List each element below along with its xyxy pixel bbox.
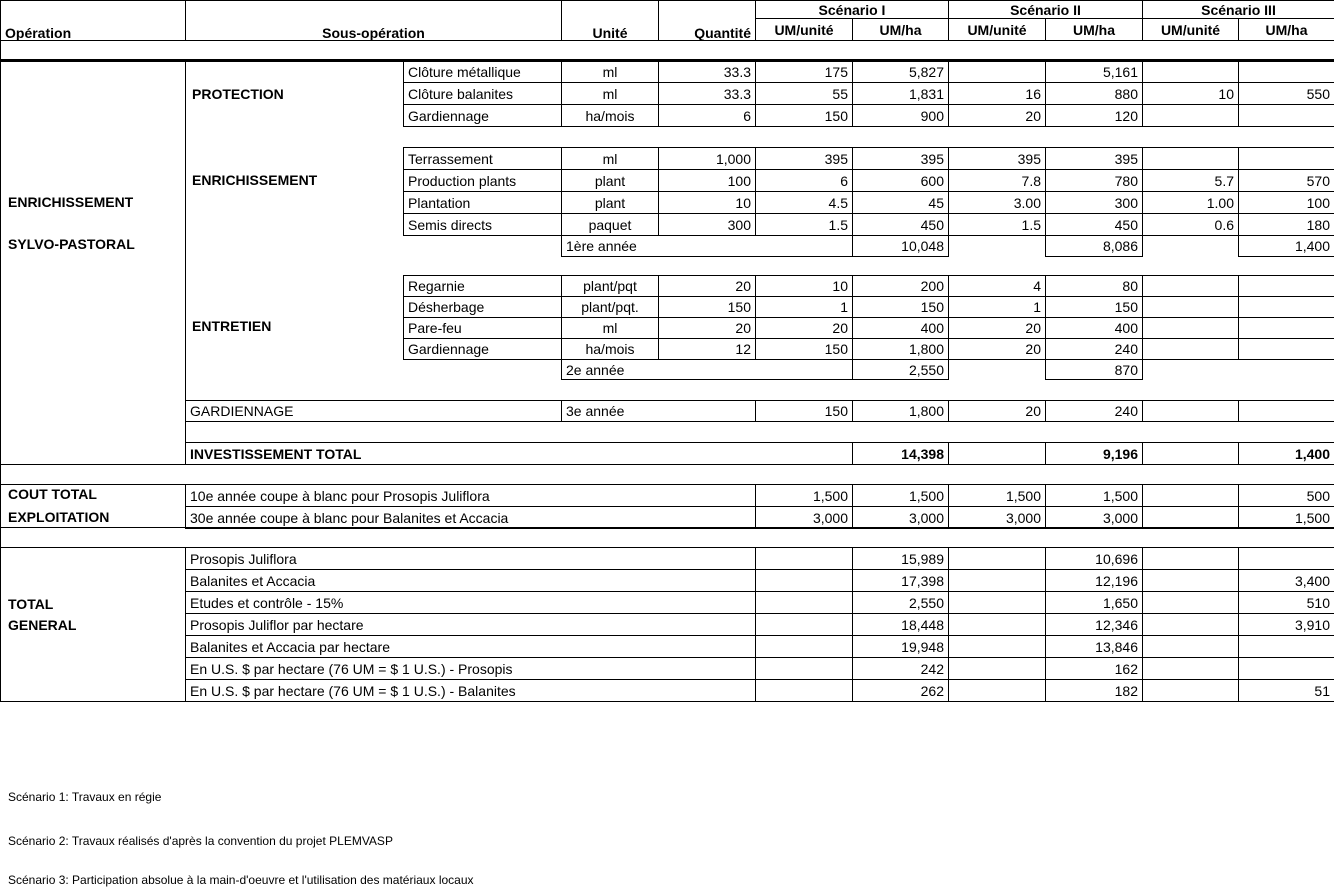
value-cell: 3,000: [755, 506, 853, 529]
value-cell: [1142, 296, 1239, 318]
sub-operation-name: Production plants: [403, 169, 562, 192]
value-cell: 17,398: [852, 569, 949, 592]
value-cell: 1.5: [755, 213, 853, 236]
value-cell: 150: [852, 296, 949, 318]
subtotal-value: 870: [1045, 359, 1143, 380]
quantity: 10: [658, 191, 756, 214]
operation-label: EXPLOITATION: [8, 509, 110, 525]
spacer-row: [0, 527, 1334, 548]
value-cell: 600: [852, 169, 949, 192]
value-cell: 395: [852, 147, 949, 170]
empty-cell: [948, 547, 1046, 570]
sub-operation-name: Gardiennage: [403, 338, 562, 360]
value-cell: 262: [852, 679, 949, 702]
value-cell: 6: [755, 169, 853, 192]
investissement-label: INVESTISSEMENT TOTAL: [185, 442, 853, 465]
empty-cell: [948, 613, 1046, 636]
empty-cell: [1142, 613, 1239, 636]
empty-cell: [948, 442, 1046, 465]
footnote: Scénario 2: Travaux réalisés d'après la convention du projet PLEMVASP: [8, 834, 393, 848]
empty-cell: [755, 657, 853, 680]
value-cell: 15,989: [852, 547, 949, 570]
cout-row-label: 10e année coupe à blanc pour Prosopis Juliflora: [185, 484, 756, 507]
operation-label: ENRICHISSEMENT: [8, 194, 134, 210]
empty-cell: [948, 635, 1046, 658]
value-cell: 1,500: [1045, 484, 1143, 507]
value-cell: [1238, 275, 1334, 297]
quantity: 33.3: [658, 60, 756, 83]
group-label-entretien: ENTRETIEN: [192, 318, 272, 334]
unit: ml: [561, 317, 659, 339]
empty-cell: [755, 679, 853, 702]
value-cell: 10: [755, 275, 853, 297]
operation-label: SYLVO-PASTORAL: [8, 236, 135, 252]
value-cell: [1238, 338, 1334, 360]
value-cell: [1142, 275, 1239, 297]
value-cell: 1,831: [852, 82, 949, 105]
value-cell: 51: [1238, 679, 1334, 702]
value-cell: 1: [948, 296, 1046, 318]
quantity: 20: [658, 317, 756, 339]
value-cell: [1142, 60, 1239, 83]
value-cell: 3,910: [1238, 613, 1334, 636]
empty-cell: [1142, 442, 1239, 465]
unit: ha/mois: [561, 104, 659, 127]
value-cell: [1238, 296, 1334, 318]
value-cell: 45: [852, 191, 949, 214]
sub-operation-name: Clôture balanites: [403, 82, 562, 105]
value-cell: [1142, 400, 1239, 422]
header-scenario: Scénario II: [948, 0, 1143, 19]
value-cell: [1238, 657, 1334, 680]
sub-operation-name: Terrassement: [403, 147, 562, 170]
value-cell: 1,500: [1238, 506, 1334, 529]
value-cell: 1,500: [852, 484, 949, 507]
value-cell: 13,846: [1045, 635, 1143, 658]
value-cell: 55: [755, 82, 853, 105]
value-cell: 150: [755, 400, 853, 422]
value-cell: [1142, 104, 1239, 127]
cout-row-label: 30e année coupe à blanc pour Balanites et Accacia: [185, 506, 756, 529]
value-cell: 1,500: [755, 484, 853, 507]
spacer-row: [0, 464, 1334, 485]
value-cell: 175: [755, 60, 853, 83]
quantity: 1,000: [658, 147, 756, 170]
value-cell: 7.8: [948, 169, 1046, 192]
value-cell: 880: [1045, 82, 1143, 105]
value-cell: 2,550: [852, 591, 949, 614]
sub-operation-name: Plantation: [403, 191, 562, 214]
footnote: Scénario 3: Participation absolue à la main-d'oeuvre et l'utilisation des matériaux locaux: [8, 873, 474, 887]
divider: [0, 59, 1334, 62]
value-cell: 3,000: [852, 506, 949, 529]
value-cell: 20: [948, 104, 1046, 127]
group-label-protection: PROTECTION: [192, 86, 284, 102]
value-cell: 395: [755, 147, 853, 170]
value-cell: [1142, 506, 1239, 529]
operation-enrichissement: [0, 60, 186, 465]
value-cell: 1.00: [1142, 191, 1239, 214]
unit: ml: [561, 60, 659, 83]
value-cell: 10: [1142, 82, 1239, 105]
unit: ml: [561, 147, 659, 170]
header-scenario: Scénario III: [1142, 0, 1334, 19]
value-cell: [1142, 147, 1239, 170]
value-cell: 240: [1045, 338, 1143, 360]
value-cell: 242: [852, 657, 949, 680]
empty-cell: [1142, 591, 1239, 614]
value-cell: 3,000: [1045, 506, 1143, 529]
unit: plant: [561, 191, 659, 214]
empty-cell: [755, 569, 853, 592]
unit: plant/pqt: [561, 275, 659, 297]
value-cell: [1238, 547, 1334, 570]
sub-operation-name: Désherbage: [403, 296, 562, 318]
empty-cell: [1142, 547, 1239, 570]
header-um-unite: UM/unité: [948, 18, 1046, 41]
total-row-label: Prosopis Juliflora: [185, 547, 756, 570]
value-cell: 100: [1238, 191, 1334, 214]
gardiennage-label: GARDIENNAGE: [185, 400, 562, 422]
value-cell: 20: [948, 317, 1046, 339]
sub-operation-name: Gardiennage: [403, 104, 562, 127]
quantity: 12: [658, 338, 756, 360]
value-cell: 395: [1045, 147, 1143, 170]
quantity: 6: [658, 104, 756, 127]
value-cell: 1,650: [1045, 591, 1143, 614]
operation-label: TOTAL: [8, 596, 54, 612]
value-cell: 3.00: [948, 191, 1046, 214]
value-cell: 10,696: [1045, 547, 1143, 570]
subtotal-label: 1ère année: [561, 235, 853, 257]
spacer-row: [0, 40, 1334, 61]
value-cell: 1,800: [852, 338, 949, 360]
value-cell: 18,448: [852, 613, 949, 636]
total-row-label: Balanites et Accacia: [185, 569, 756, 592]
value-cell: 5,161: [1045, 60, 1143, 83]
header-um-unite: UM/unité: [755, 18, 853, 41]
value-cell: 900: [852, 104, 949, 127]
value-cell: 150: [1045, 296, 1143, 318]
investissement-value: 9,196: [1045, 442, 1143, 465]
empty-cell: [1142, 635, 1239, 658]
total-row-label: Prosopis Juliflor par hectare: [185, 613, 756, 636]
empty-cell: [948, 679, 1046, 702]
unit: ha/mois: [561, 338, 659, 360]
header-um-unite: UM/unité: [1142, 18, 1239, 41]
header-um-ha: UM/ha: [1238, 18, 1334, 41]
operation-label: GENERAL: [8, 617, 77, 633]
empty-cell: [1142, 657, 1239, 680]
sub-operation-name: Pare-feu: [403, 317, 562, 339]
value-cell: 120: [1045, 104, 1143, 127]
value-cell: 240: [1045, 400, 1143, 422]
value-cell: 780: [1045, 169, 1143, 192]
value-cell: 500: [1238, 484, 1334, 507]
value-cell: 1,500: [948, 484, 1046, 507]
empty-cell: [1142, 569, 1239, 592]
value-cell: [1238, 147, 1334, 170]
value-cell: 1,800: [852, 400, 949, 422]
value-cell: 450: [1045, 213, 1143, 236]
value-cell: [1238, 60, 1334, 83]
header-unite: Unité: [561, 0, 659, 41]
unit: ml: [561, 82, 659, 105]
empty-cell: [755, 547, 853, 570]
value-cell: 5,827: [852, 60, 949, 83]
unit: paquet: [561, 213, 659, 236]
value-cell: 20: [948, 400, 1046, 422]
value-cell: [1142, 484, 1239, 507]
quantity: 33.3: [658, 82, 756, 105]
header-quantite: Quantité: [658, 0, 756, 41]
header-sous-operation: Sous-opération: [185, 0, 562, 41]
value-cell: 5.7: [1142, 169, 1239, 192]
value-cell: 3,400: [1238, 569, 1334, 592]
value-cell: 400: [1045, 317, 1143, 339]
value-cell: 16: [948, 82, 1046, 105]
value-cell: 4.5: [755, 191, 853, 214]
value-cell: 450: [852, 213, 949, 236]
subtotal-value: 10,048: [852, 235, 949, 257]
sub-operation-name: Regarnie: [403, 275, 562, 297]
value-cell: 550: [1238, 82, 1334, 105]
value-cell: 1.5: [948, 213, 1046, 236]
unit: plant/pqt.: [561, 296, 659, 318]
value-cell: [1238, 635, 1334, 658]
subtotal-label: 2e année: [561, 359, 853, 380]
value-cell: 150: [755, 338, 853, 360]
investissement-value: 14,398: [852, 442, 949, 465]
value-cell: 570: [1238, 169, 1334, 192]
sub-operation-name: Semis directs: [403, 213, 562, 236]
header-um-ha: UM/ha: [1045, 18, 1143, 41]
value-cell: 20: [948, 338, 1046, 360]
empty-cell: [755, 613, 853, 636]
value-cell: 182: [1045, 679, 1143, 702]
value-cell: 12,196: [1045, 569, 1143, 592]
value-cell: 300: [1045, 191, 1143, 214]
value-cell: 400: [852, 317, 949, 339]
footnote: Scénario 1: Travaux en régie: [8, 790, 162, 804]
value-cell: [1142, 338, 1239, 360]
unit: plant: [561, 169, 659, 192]
quantity: 150: [658, 296, 756, 318]
value-cell: 395: [948, 147, 1046, 170]
value-cell: [1238, 400, 1334, 422]
empty-cell: [755, 591, 853, 614]
value-cell: 510: [1238, 591, 1334, 614]
header-scenario: Scénario I: [755, 0, 949, 19]
value-cell: [948, 60, 1046, 83]
empty-cell: [755, 635, 853, 658]
group-label-enrichissement: ENRICHISSEMENT: [192, 172, 318, 188]
value-cell: 19,948: [852, 635, 949, 658]
investissement-value: 1,400: [1238, 442, 1334, 465]
total-row-label: En U.S. $ par hectare (76 UM = $ 1 U.S.) - Balanites: [185, 679, 756, 702]
total-row-label: Balanites et Accacia par hectare: [185, 635, 756, 658]
quantity: 20: [658, 275, 756, 297]
value-cell: 150: [755, 104, 853, 127]
empty-cell: [948, 657, 1046, 680]
quantity: 100: [658, 169, 756, 192]
header-um-ha: UM/ha: [852, 18, 949, 41]
empty-cell: [948, 591, 1046, 614]
empty-cell: [1142, 679, 1239, 702]
value-cell: 4: [948, 275, 1046, 297]
value-cell: 12,346: [1045, 613, 1143, 636]
subtotal-value: 1,400: [1238, 235, 1334, 257]
value-cell: 180: [1238, 213, 1334, 236]
value-cell: [1142, 317, 1239, 339]
total-row-label: En U.S. $ par hectare (76 UM = $ 1 U.S.) - Prosopis: [185, 657, 756, 680]
value-cell: 80: [1045, 275, 1143, 297]
value-cell: 3,000: [948, 506, 1046, 529]
value-cell: [1238, 317, 1334, 339]
empty-cell: [948, 569, 1046, 592]
gardiennage-year: 3e année: [561, 400, 756, 422]
value-cell: 0.6: [1142, 213, 1239, 236]
value-cell: 200: [852, 275, 949, 297]
subtotal-value: 8,086: [1045, 235, 1143, 257]
quantity: 300: [658, 213, 756, 236]
operation-label: COUT TOTAL: [8, 486, 97, 502]
value-cell: 20: [755, 317, 853, 339]
sub-operation-name: Clôture métallique: [403, 60, 562, 83]
value-cell: 1: [755, 296, 853, 318]
subtotal-value: 2,550: [852, 359, 949, 380]
value-cell: 162: [1045, 657, 1143, 680]
total-row-label: Etudes et contrôle - 15%: [185, 591, 756, 614]
header-operation: Opération: [0, 0, 186, 41]
value-cell: [1238, 104, 1334, 127]
